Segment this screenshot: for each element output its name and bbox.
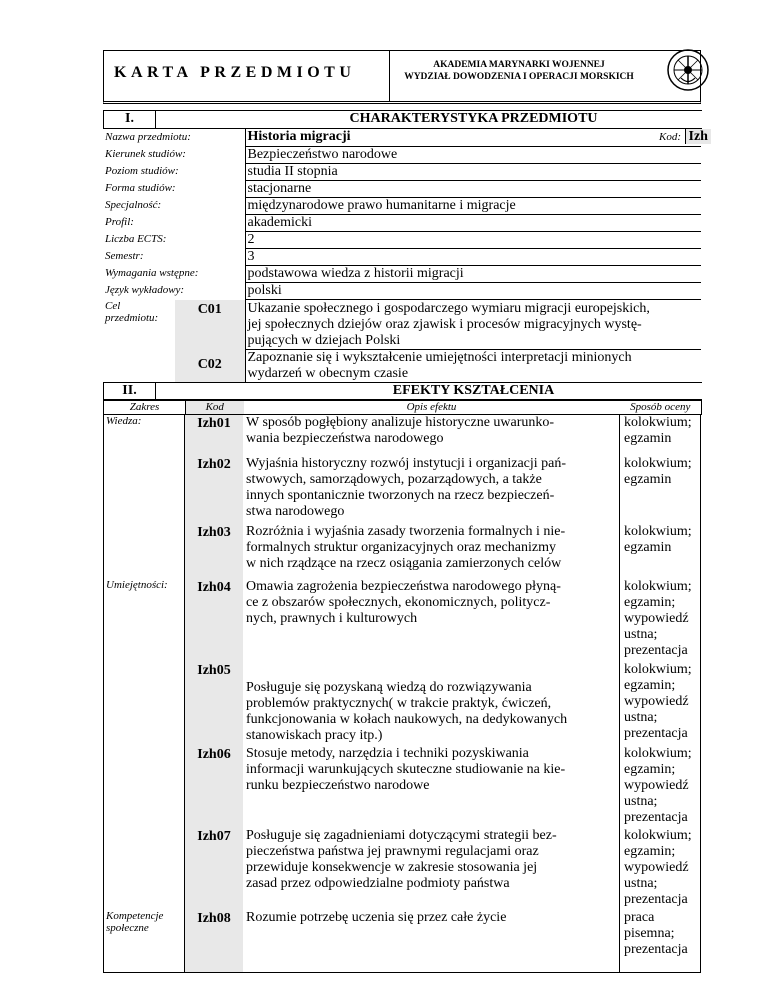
goal-code: C01: [175, 300, 245, 350]
field-label: Poziom studiów:: [103, 163, 245, 180]
effect-assessment: kolokwium; egzamin; wypowiedź ustna; prezentacja: [619, 579, 700, 662]
field-label: Semestr:: [103, 248, 245, 265]
field-value: studia II stopnia: [245, 163, 701, 180]
effect-assessment: kolokwium; egzamin; wypowiedź ustna; prezentacja: [619, 828, 700, 910]
effect-code: Izh08: [185, 910, 243, 972]
section-2-number: II.: [104, 382, 156, 399]
effect-assessment: praca pisemna; prezentacja: [619, 910, 700, 972]
field-value: akademicki: [245, 214, 701, 231]
goal-code: C02: [175, 349, 245, 382]
field-value: polski: [245, 282, 701, 299]
effect-category: [104, 456, 185, 524]
field-label: Forma studiów:: [103, 180, 245, 197]
effect-category: Umiejętności:: [104, 579, 185, 662]
effect-assessment: kolokwium; egzamin: [619, 524, 700, 579]
effect-code: Izh01: [185, 415, 243, 456]
card-header: [103, 50, 701, 104]
institution-line-2: WYDZIAŁ DOWODZENIA I OPERACJI MORSKICH: [404, 72, 634, 82]
effect-category: [104, 746, 185, 828]
col-sposob: Sposób oceny: [630, 400, 691, 413]
effects-table: [103, 400, 702, 415]
effect-code: Izh02: [185, 456, 243, 524]
effect-category: [104, 828, 185, 910]
effect-description: Posługuje się pozyskaną wiedzą do rozwiązywania problemów praktycznych( w trakcie praktyk, ćwiczeń, funkcjonowania w kołach naukowych, na dedykowanych stanowiskach pracy itp.): [246, 679, 568, 743]
field-label: Nazwa przedmiotu:: [103, 129, 245, 146]
effect-description: Posługuje się zagadnieniami dotyczącymi strategii bez- pieczeństwa państwa jej prawnymi regulacjami oraz przewiduje konsekwencje w zakresie stosowania jej zasad przez odpowiedzialne podmioty państwa: [246, 827, 557, 891]
field-value: 3: [245, 248, 701, 265]
goal-text: Zapoznanie się i wykształcenie umiejętności interpretacji minionych wydarzeń w obecnym czasie: [247, 349, 632, 381]
kod-label: Kod:: [659, 131, 681, 143]
kod-value: Izh: [685, 129, 711, 144]
goals-table: [103, 300, 701, 382]
effect-code: Izh03: [185, 524, 243, 579]
card-title: KARTA PRZEDMIOTU: [114, 64, 356, 81]
effect-row: [104, 579, 700, 662]
col-opis: Opis efektu: [406, 400, 457, 413]
kod-cell: [657, 129, 708, 146]
effect-assessment: kolokwium; egzamin: [619, 456, 700, 524]
effect-code: Izh05: [185, 662, 243, 746]
effect-description: Stosuje metody, narzędzia i techniki pozyskiwania informacji warunkujących skuteczne studiowanie na kie- runku bezpieczeństwo narodowe: [246, 745, 566, 793]
goal-label: Cel przedmiotu:: [105, 299, 159, 324]
field-label: Specjalność:: [103, 197, 245, 214]
effect-row: [104, 828, 700, 910]
effect-row: [104, 910, 700, 972]
effect-description: Wyjaśnia historyczny rozwój instytucji i organizacji pań- stwowych, samorządowych, pozarządowych, a także innych spontanicznie tworzonych na rzecz bezpieczeń- stwa narodowego: [246, 455, 567, 519]
field-value: podstawowa wiedza z historii migracji: [245, 265, 701, 282]
effect-assessment: kolokwium; egzamin; wypowiedź ustna; prezentacja: [619, 746, 700, 828]
effect-code: Izh04: [185, 579, 243, 662]
effect-description: W sposób pogłębiony analizuje historyczne uwarunko- wania bezpieczeństwa narodowego: [246, 414, 555, 446]
col-kod: Kod: [186, 400, 244, 414]
field-value: stacjonarne: [245, 180, 701, 197]
field-label: Język wykładowy:: [103, 282, 245, 299]
institution-name: [394, 59, 644, 83]
effect-assessment: kolokwium; egzamin; wypowiedź ustna; prezentacja: [619, 662, 700, 746]
goal-text: Ukazanie społecznego i gospodarczego wymiaru migracji europejskich, jej społecznych dziejów oraz zjawisk i procesów migracyjnych wystę- pujących w dziejach Polski: [245, 300, 701, 350]
field-label: Liczba ECTS:: [103, 231, 245, 248]
field-value: 2: [245, 231, 701, 248]
effect-category: [104, 662, 185, 746]
effect-description: Rozumie potrzebę uczenia się przez całe życie: [246, 909, 507, 925]
anchor-seal-icon: [666, 48, 710, 92]
effect-code: Izh06: [185, 746, 243, 828]
institution-line-1: AKADEMIA MARYNARKI WOJENNEJ: [433, 60, 605, 70]
course-name: Historia migracji: [245, 129, 657, 146]
effect-row: [104, 746, 700, 828]
field-label: Kierunek studiów:: [103, 146, 245, 163]
fields-table: [103, 129, 708, 300]
effect-description: Rozróżnia i wyjaśnia zasady tworzenia formalnych i nie- formalnych struktur organizacyjnych oraz mechanizmy w nich rządzące na rzecz osiągania zamierzonych celów: [246, 523, 566, 571]
section-2-title: EFEKTY KSZTAŁCENIA: [246, 382, 702, 399]
effect-category: Wiedza:: [104, 415, 185, 456]
section-1-number: I.: [104, 111, 156, 129]
effect-row: [104, 524, 700, 579]
section-1-title: CHARAKTERYSTYKA PRZEDMIOTU: [246, 111, 702, 129]
effect-description: Omawia zagrożenia bezpieczeństwa narodowego płyną- ce z obszarów społecznych, ekonomicznych, politycz- nych, prawnych i kulturowych: [246, 578, 561, 626]
effect-row: [104, 415, 700, 456]
field-value: międzynarodowe prawo humanitarne i migracje: [245, 197, 701, 214]
effect-code: Izh07: [185, 828, 243, 910]
section-2-table: [103, 382, 702, 400]
field-value: Bezpieczeństwo narodowe: [245, 146, 701, 163]
effect-assessment: kolokwium; egzamin: [619, 415, 700, 456]
field-label: Wymagania wstępne:: [103, 265, 245, 282]
effect-category: [104, 524, 185, 579]
course-card: [103, 50, 708, 973]
effects-list: [103, 415, 701, 973]
field-label: Profil:: [103, 214, 245, 231]
header-divider: [389, 51, 390, 101]
section-1-table: [103, 110, 702, 129]
effect-row: [104, 662, 700, 746]
col-zakres: Zakres: [104, 400, 186, 414]
effect-category: Kompetencje społeczne: [104, 910, 185, 972]
effect-row: [104, 456, 700, 524]
